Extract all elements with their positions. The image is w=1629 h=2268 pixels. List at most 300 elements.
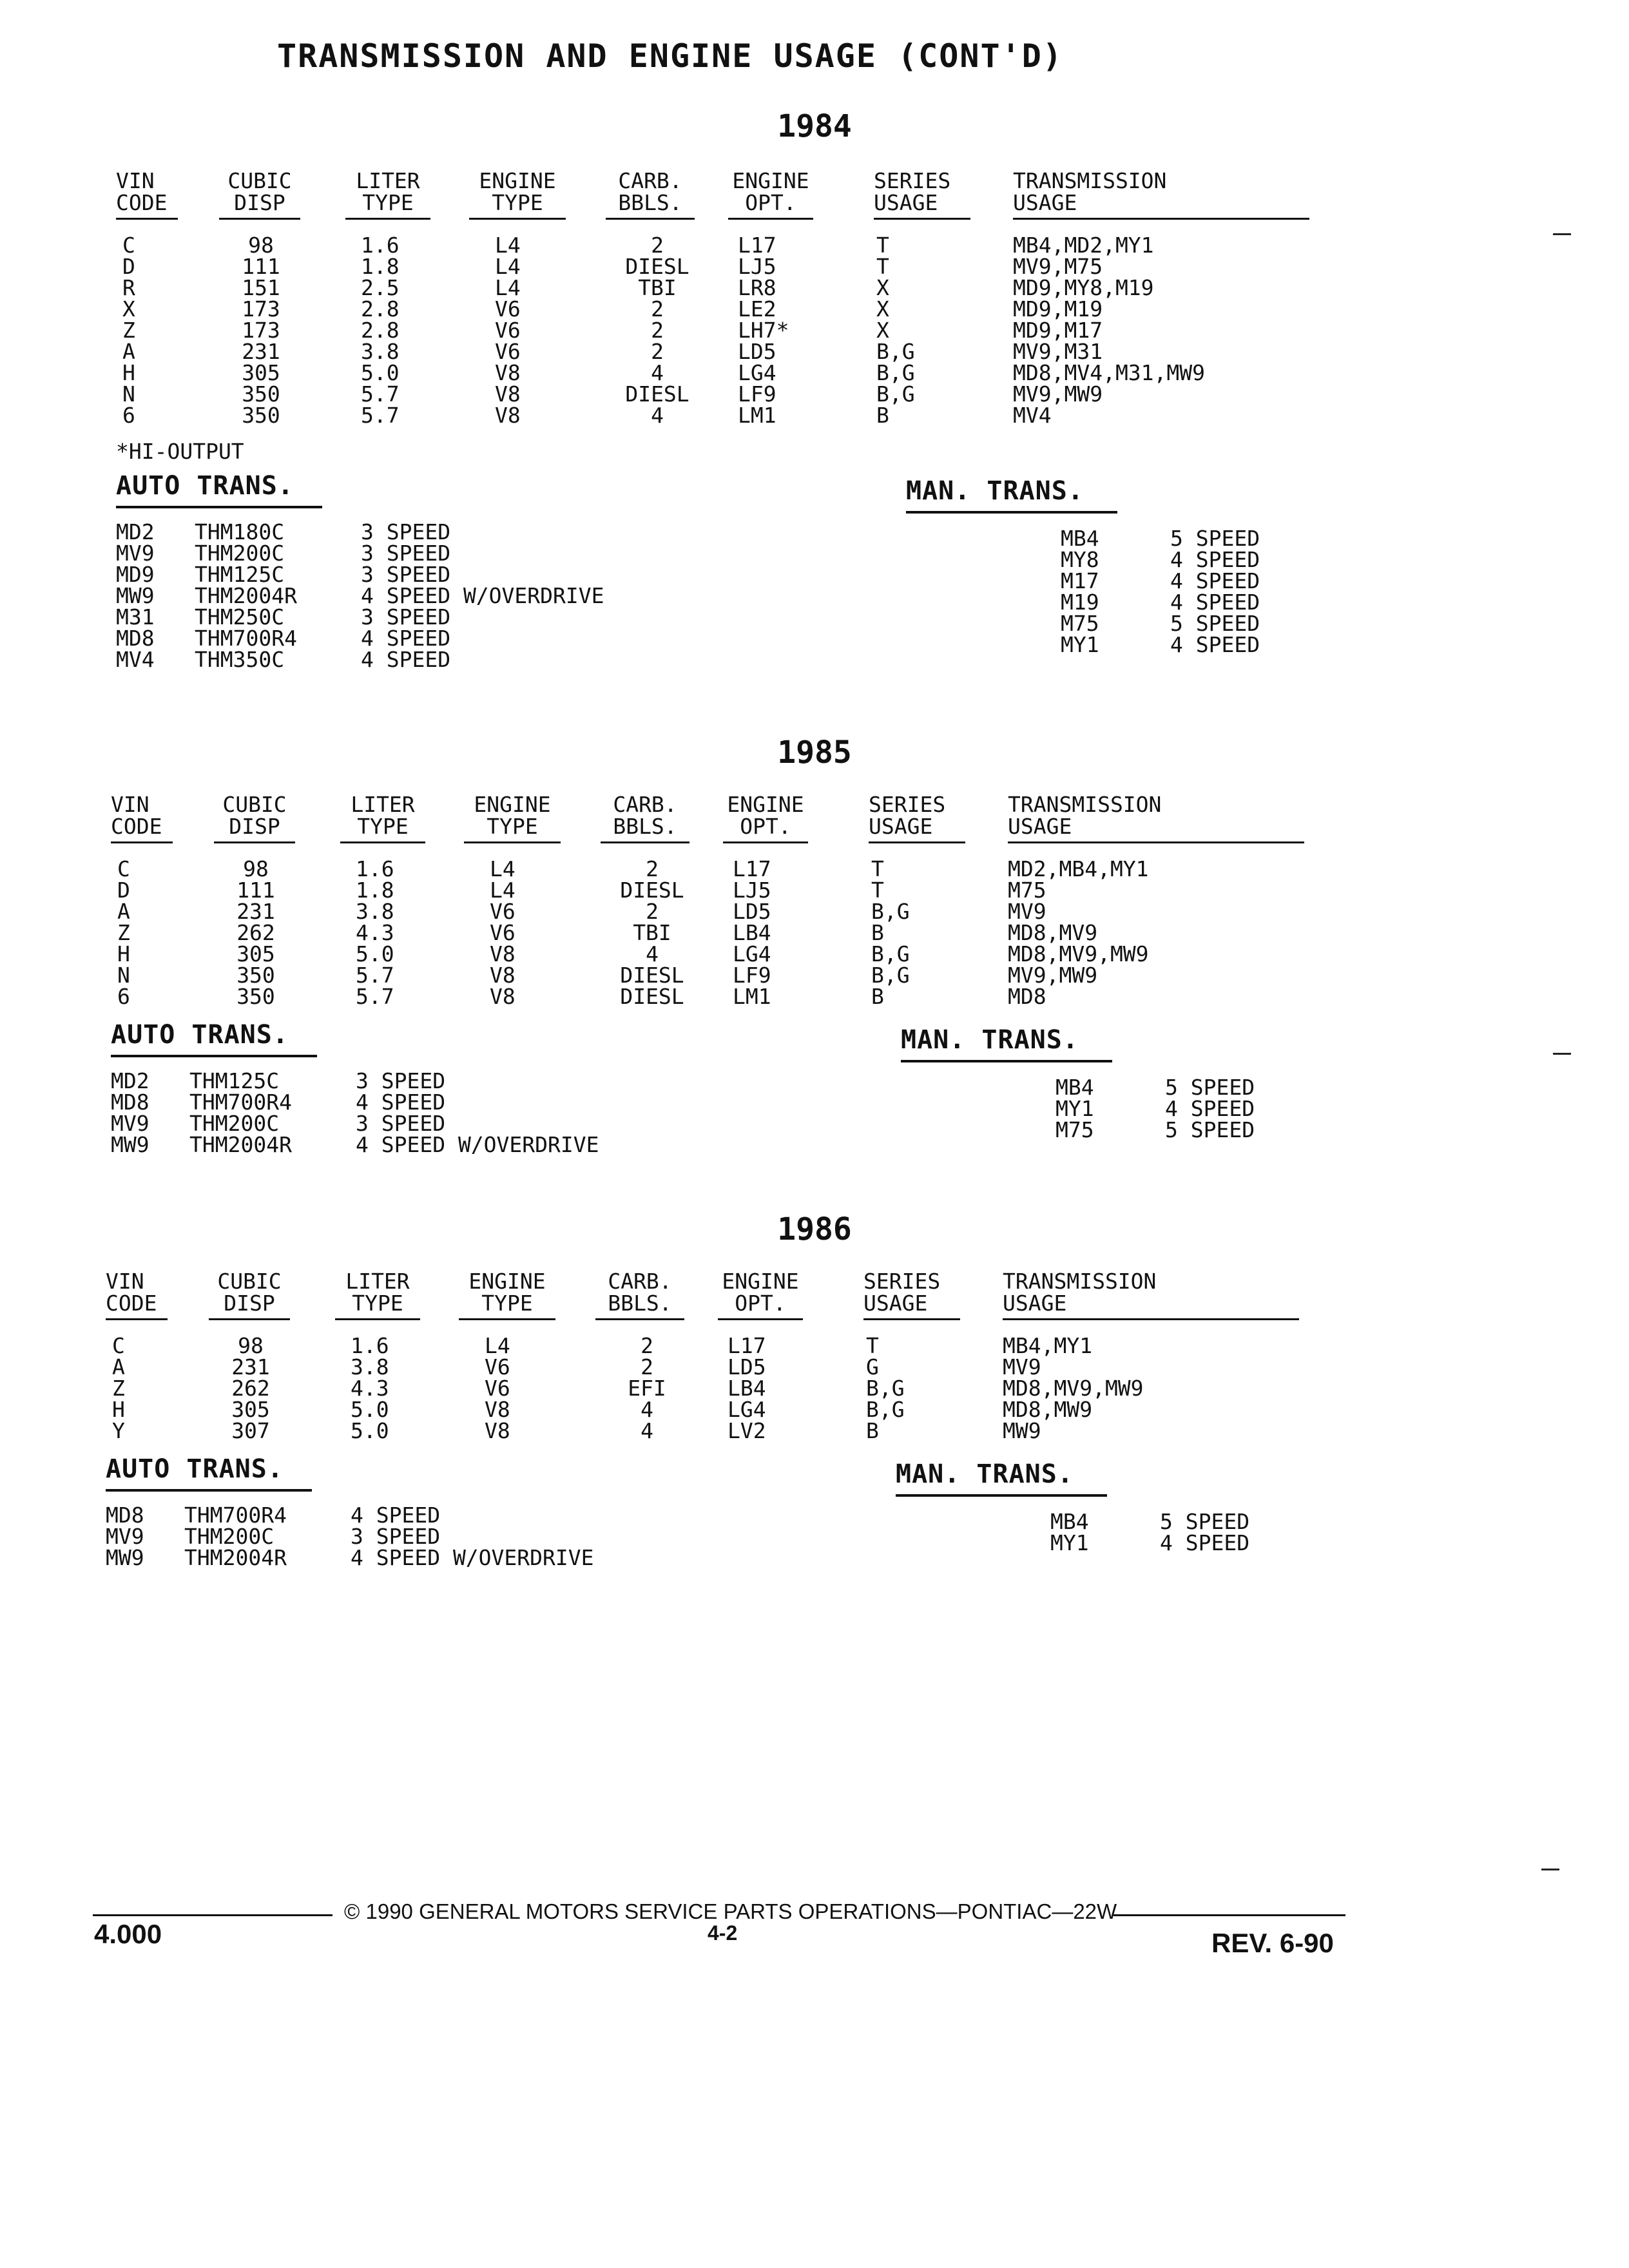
cell-series: B [866, 1418, 879, 1443]
cell-liter: 1.8 [356, 878, 394, 903]
man-trans-row [1055, 1077, 1255, 1098]
rpo-code: MY8 [1061, 547, 1099, 572]
transmission-model: THM200C [184, 1524, 275, 1549]
cell-vin: D [122, 254, 135, 279]
cell-carb: 2 [641, 1333, 653, 1358]
column-header [464, 794, 561, 843]
cell-disp: 111 [242, 254, 280, 279]
column-header-line: USAGE [874, 190, 938, 215]
cell-disp: 173 [242, 296, 280, 322]
cell-liter: 1.6 [356, 856, 394, 881]
cell-carb: 2 [651, 296, 664, 322]
column-header-line: TRANSMISSION [1008, 792, 1162, 817]
cell-disp: 305 [231, 1397, 270, 1422]
page-number: 4-2 [708, 1921, 738, 1945]
column-header [1008, 794, 1304, 843]
man-trans-row [1050, 1511, 1249, 1532]
cell-engine: V8 [490, 984, 516, 1009]
page-title: TRANSMISSION AND ENGINE USAGE (CONT'D) [277, 37, 1063, 75]
column-header [116, 170, 178, 220]
cell-series: B [871, 920, 884, 945]
rpo-code: MW9 [116, 583, 155, 608]
cell-liter: 1.6 [361, 233, 400, 258]
rpo-code: MW9 [106, 1545, 144, 1570]
auto-trans-row [116, 606, 604, 628]
auto-trans-row [116, 564, 604, 585]
column-header [723, 794, 808, 843]
column-disp [214, 858, 298, 1007]
cell-trans: MV9 [1008, 899, 1046, 924]
man-trans-row [1055, 1119, 1255, 1140]
cell-carb: 4 [651, 360, 664, 385]
column-header-line: CODE [111, 814, 162, 839]
cell-disp: 111 [236, 878, 275, 903]
column-header [469, 170, 566, 220]
cell-disp: 98 [238, 1333, 264, 1358]
man-trans-row [1061, 591, 1260, 613]
auto-trans-row [116, 628, 604, 649]
column-header [874, 170, 970, 220]
column-opt [738, 235, 815, 426]
cell-disp: 307 [231, 1418, 270, 1443]
year-heading: 1984 [777, 108, 852, 144]
auto-trans-row [111, 1113, 599, 1134]
column-header-line: ENGINE [468, 1269, 546, 1294]
cell-carb: TBI [638, 275, 677, 300]
margin-mark [1541, 1869, 1559, 1870]
column-trans [1013, 235, 1335, 426]
auto-trans-list [106, 1504, 594, 1568]
year-heading: 1986 [777, 1211, 852, 1247]
column-header-line: CODE [106, 1291, 157, 1316]
cell-vin: H [112, 1397, 125, 1422]
cell-carb: EFI [628, 1376, 666, 1401]
cell-disp: 173 [242, 318, 280, 343]
cell-liter: 1.6 [351, 1333, 389, 1358]
cell-vin: C [112, 1333, 125, 1358]
column-header-line: USAGE [1013, 190, 1077, 215]
column-header-line: DISP [224, 1291, 275, 1316]
cell-trans: MD8 [1008, 984, 1046, 1009]
auto-trans-row [106, 1504, 594, 1526]
man-trans-row [1055, 1098, 1255, 1119]
cell-disp: 350 [242, 381, 280, 407]
rpo-code: MY1 [1061, 632, 1099, 657]
revision-label: REV. 6-90 [1211, 1928, 1334, 1958]
cell-series: T [871, 856, 884, 881]
man-trans-row [1061, 549, 1260, 570]
cell-series: X [876, 296, 889, 322]
column-series [866, 1335, 943, 1441]
cell-liter: 4.3 [356, 920, 394, 945]
cell-engine: V6 [495, 339, 521, 364]
cell-carb: DIESL [620, 878, 684, 903]
column-header-line: LITER [345, 1269, 410, 1294]
cell-vin: A [117, 899, 130, 924]
cell-series: G [866, 1354, 879, 1379]
column-header [718, 1271, 803, 1320]
cell-trans: MB4,MY1 [1003, 1333, 1093, 1358]
column-header-line: BBLS. [618, 190, 682, 215]
column-opt [728, 1335, 805, 1441]
cell-disp: 151 [242, 275, 280, 300]
speed-description: 3 SPEED [361, 541, 451, 566]
cell-trans: MB4,MD2,MY1 [1013, 233, 1154, 258]
cell-series: T [876, 233, 889, 258]
rpo-code: MD2 [111, 1068, 149, 1093]
cell-carb: DIESL [625, 381, 689, 407]
cell-opt: L17 [738, 233, 776, 258]
cell-trans: MW9 [1003, 1418, 1041, 1443]
cell-vin: 6 [122, 403, 135, 428]
cell-opt: LD5 [728, 1354, 766, 1379]
column-header-line: TYPE [357, 814, 409, 839]
cell-opt: LB4 [728, 1376, 766, 1401]
cell-disp: 231 [242, 339, 280, 364]
column-header-line: CARB. [613, 792, 677, 817]
cell-opt: LH7* [738, 318, 789, 343]
cell-trans: MD9,M19 [1013, 296, 1103, 322]
cell-engine: V8 [490, 963, 516, 988]
column-header-line: CUBIC [217, 1269, 282, 1294]
column-header [111, 794, 173, 843]
auto-trans-row [111, 1134, 599, 1155]
column-header [106, 1271, 168, 1320]
cell-vin: Z [117, 920, 130, 945]
rpo-code: M19 [1061, 590, 1099, 615]
cell-disp: 231 [236, 899, 275, 924]
column-liter [351, 1335, 409, 1441]
column-header-line: ENGINE [727, 792, 804, 817]
auto-trans-row [116, 521, 604, 543]
cell-vin: Z [122, 318, 135, 343]
column-header [869, 794, 965, 843]
footer-rule-right [1113, 1914, 1345, 1916]
column-header-line: TYPE [352, 1291, 403, 1316]
man-trans-heading: MAN. TRANS. [896, 1459, 1107, 1497]
transmission-model: THM2004R [189, 1132, 292, 1157]
transmission-model: THM200C [189, 1111, 280, 1136]
column-header-line: BBLS. [613, 814, 677, 839]
cell-trans: M75 [1008, 878, 1046, 903]
speed-description: 4 SPEED [1170, 632, 1260, 657]
cell-vin: N [122, 381, 135, 407]
cell-carb: 2 [651, 339, 664, 364]
cell-carb: 2 [646, 856, 659, 881]
cell-vin: H [122, 360, 135, 385]
column-liter [356, 858, 414, 1007]
column-series [871, 858, 949, 1007]
transmission-model: THM2004R [184, 1545, 287, 1570]
column-header-line: CARB. [608, 1269, 672, 1294]
man-trans-list [1050, 1511, 1249, 1553]
cell-engine: V6 [495, 318, 521, 343]
column-header [209, 1271, 290, 1320]
cell-series: B,G [871, 899, 910, 924]
auto-trans-row [111, 1091, 599, 1113]
cell-opt: LJ5 [733, 878, 771, 903]
column-header-line: TRANSMISSION [1003, 1269, 1157, 1294]
cell-series: B,G [866, 1397, 905, 1422]
rpo-code: MD8 [106, 1503, 144, 1528]
man-trans-list [1061, 528, 1260, 655]
cell-carb: 4 [641, 1418, 653, 1443]
column-header-line: VIN [111, 792, 149, 817]
margin-mark [1553, 1053, 1571, 1055]
cell-liter: 4.3 [351, 1376, 389, 1401]
cell-disp: 305 [236, 941, 275, 966]
cell-carb: DIESL [620, 984, 684, 1009]
column-header-line: TRANSMISSION [1013, 168, 1167, 193]
speed-description: 3 SPEED [356, 1068, 446, 1093]
cell-carb: 2 [646, 899, 659, 924]
cell-series: B,G [871, 941, 910, 966]
cell-opt: LD5 [738, 339, 776, 364]
speed-description: 3 SPEED [356, 1111, 446, 1136]
cell-vin: R [122, 275, 135, 300]
cell-liter: 5.0 [361, 360, 400, 385]
man-trans-row [1050, 1532, 1249, 1553]
column-header-line: ENGINE [479, 168, 556, 193]
cell-engine: V6 [485, 1354, 510, 1379]
column-engine [495, 235, 546, 426]
page-code: 4.000 [94, 1919, 162, 1949]
cell-trans: MD8,MV9,MW9 [1003, 1376, 1144, 1401]
cell-carb: DIESL [625, 254, 689, 279]
year-heading: 1985 [777, 735, 852, 771]
cell-opt: LR8 [738, 275, 776, 300]
rpo-code: MV4 [116, 647, 155, 672]
cell-vin: 6 [117, 984, 130, 1009]
transmission-model: THM250C [195, 604, 285, 629]
column-opt [733, 858, 810, 1007]
cell-engine: V8 [485, 1418, 510, 1443]
cell-disp: 350 [242, 403, 280, 428]
footer-rule-left [93, 1914, 333, 1916]
speed-description: 4 SPEED W/OVERDRIVE [356, 1132, 599, 1157]
cell-engine: L4 [495, 233, 521, 258]
speed-description: 4 SPEED W/OVERDRIVE [351, 1545, 594, 1570]
cell-liter: 2.5 [361, 275, 400, 300]
man-trans-row [1061, 570, 1260, 591]
column-header-line: BBLS. [608, 1291, 672, 1316]
speed-description: 5 SPEED [1170, 611, 1260, 636]
cell-carb: 2 [651, 318, 664, 343]
cell-opt: L17 [728, 1333, 766, 1358]
cell-liter: 5.7 [356, 963, 394, 988]
cell-disp: 262 [231, 1376, 270, 1401]
column-series [876, 235, 954, 426]
cell-series: B,G [866, 1376, 905, 1401]
rpo-code: MB4 [1050, 1509, 1089, 1534]
cell-vin: A [112, 1354, 125, 1379]
cell-trans: MV9,MW9 [1013, 381, 1103, 407]
rpo-code: M31 [116, 604, 155, 629]
column-header [345, 170, 430, 220]
speed-description: 4 SPEED [1160, 1530, 1250, 1555]
rpo-code: MV9 [111, 1111, 149, 1136]
rpo-code: MB4 [1055, 1075, 1094, 1100]
cell-trans: MD9,MY8,M19 [1013, 275, 1154, 300]
column-header [459, 1271, 555, 1320]
speed-description: 5 SPEED [1160, 1509, 1250, 1534]
cell-liter: 5.0 [351, 1418, 389, 1443]
man-trans-heading: MAN. TRANS. [906, 476, 1117, 514]
cell-engine: V8 [485, 1397, 510, 1422]
man-trans-row [1061, 613, 1260, 634]
cell-engine: V6 [490, 899, 516, 924]
cell-disp: 305 [242, 360, 280, 385]
cell-vin: Y [112, 1418, 125, 1443]
cell-opt: LF9 [733, 963, 771, 988]
man-trans-heading: MAN. TRANS. [901, 1025, 1112, 1062]
column-header [219, 170, 300, 220]
auto-trans-row [106, 1547, 594, 1568]
cell-trans: MV9,M75 [1013, 254, 1103, 279]
cell-engine: V8 [495, 381, 521, 407]
cell-trans: MV4 [1013, 403, 1052, 428]
auto-trans-row [116, 649, 604, 670]
cell-disp: 262 [236, 920, 275, 945]
cell-vin: X [122, 296, 135, 322]
column-header-line: TYPE [362, 190, 414, 215]
auto-trans-list [116, 521, 604, 670]
speed-description: 4 SPEED [1170, 547, 1260, 572]
column-trans [1008, 858, 1330, 1007]
cell-trans: MV9 [1003, 1354, 1041, 1379]
transmission-model: THM700R4 [189, 1090, 292, 1115]
rpo-code: M75 [1055, 1117, 1094, 1142]
cell-vin: A [122, 339, 135, 364]
transmission-model: THM700R4 [184, 1503, 287, 1528]
cell-opt: LF9 [738, 381, 776, 407]
auto-trans-heading: AUTO TRANS. [116, 471, 322, 508]
cell-liter: 2.8 [361, 318, 400, 343]
column-header [728, 170, 813, 220]
cell-engine: L4 [490, 878, 516, 903]
transmission-model: THM2004R [195, 583, 297, 608]
cell-liter: 5.0 [351, 1397, 389, 1422]
column-vin [122, 235, 168, 426]
column-vin [117, 858, 162, 1007]
column-header [595, 1271, 684, 1320]
cell-carb: 4 [641, 1397, 653, 1422]
column-header-line: CUBIC [227, 168, 292, 193]
cell-series: B,G [871, 963, 910, 988]
cell-liter: 3.8 [351, 1354, 389, 1379]
cell-opt: LJ5 [738, 254, 776, 279]
rpo-code: MD9 [116, 562, 155, 587]
column-header-line: CUBIC [222, 792, 287, 817]
cell-liter: 5.7 [361, 403, 400, 428]
cell-trans: MV9,M31 [1013, 339, 1103, 364]
rpo-code: M75 [1061, 611, 1099, 636]
transmission-model: THM125C [195, 562, 285, 587]
speed-description: 4 SPEED [1170, 568, 1260, 593]
copyright-notice: © 1990 GENERAL MOTORS SERVICE PARTS OPERATIONS—PONTIAC—22W [344, 1899, 1117, 1923]
speed-description: 3 SPEED [361, 562, 451, 587]
man-trans-row [1061, 634, 1260, 655]
speed-description: 3 SPEED [361, 604, 451, 629]
speed-description: 4 SPEED [1170, 590, 1260, 615]
cell-series: B [876, 403, 889, 428]
speed-description: 4 SPEED [361, 647, 451, 672]
speed-description: 4 SPEED W/OVERDRIVE [361, 583, 604, 608]
column-header-line: LITER [351, 792, 415, 817]
column-header [1003, 1271, 1299, 1320]
rpo-code: MW9 [111, 1132, 149, 1157]
rpo-code: MD8 [116, 626, 155, 651]
speed-description: 5 SPEED [1165, 1075, 1255, 1100]
cell-carb: 2 [651, 233, 664, 258]
speed-description: 4 SPEED [1165, 1096, 1255, 1121]
cell-series: X [876, 275, 889, 300]
man-trans-row [1061, 528, 1260, 549]
column-header-line: SERIES [863, 1269, 941, 1294]
footnote: *HI-OUTPUT [116, 439, 244, 464]
cell-opt: LB4 [733, 920, 771, 945]
speed-description: 4 SPEED [356, 1090, 446, 1115]
transmission-model: THM200C [195, 541, 285, 566]
speed-description: 3 SPEED [351, 1524, 441, 1549]
cell-carb: TBI [633, 920, 671, 945]
column-disp [209, 1335, 293, 1441]
auto-trans-list [111, 1070, 599, 1155]
cell-series: T [876, 254, 889, 279]
cell-vin: C [117, 856, 130, 881]
cell-engine: V6 [490, 920, 516, 945]
cell-opt: LD5 [733, 899, 771, 924]
cell-engine: V8 [490, 941, 516, 966]
column-header-line: CARB. [618, 168, 682, 193]
speed-description: 4 SPEED [361, 626, 451, 651]
cell-engine: V6 [495, 296, 521, 322]
column-header-line: LITER [356, 168, 420, 193]
speed-description: 4 SPEED [351, 1503, 441, 1528]
column-header-line: USAGE [863, 1291, 928, 1316]
column-header [1013, 170, 1309, 220]
column-header-line: VIN [106, 1269, 144, 1294]
cell-liter: 3.8 [356, 899, 394, 924]
column-header [606, 170, 695, 220]
column-header-line: DISP [229, 814, 280, 839]
cell-trans: MV9,MW9 [1008, 963, 1098, 988]
column-header [335, 1271, 420, 1320]
cell-opt: LE2 [738, 296, 776, 322]
rpo-code: MD2 [116, 519, 155, 544]
cell-series: B,G [876, 360, 915, 385]
column-vin [112, 1335, 157, 1441]
column-header-line: OPT. [745, 190, 796, 215]
cell-disp: 98 [248, 233, 274, 258]
cell-engine: V8 [495, 403, 521, 428]
cell-opt: LV2 [728, 1418, 766, 1443]
column-header-line: CODE [116, 190, 168, 215]
column-header [214, 794, 295, 843]
column-header-line: TYPE [481, 1291, 533, 1316]
column-header-line: TYPE [492, 190, 543, 215]
auto-trans-row [116, 585, 604, 606]
speed-description: 3 SPEED [361, 519, 451, 544]
cell-liter: 1.8 [361, 254, 400, 279]
cell-vin: C [122, 233, 135, 258]
column-carb [597, 858, 707, 1007]
cell-trans: MD8,MV4,M31,MW9 [1013, 360, 1206, 385]
cell-liter: 5.0 [356, 941, 394, 966]
column-liter [361, 235, 419, 426]
cell-series: B [871, 984, 884, 1009]
cell-series: B,G [876, 381, 915, 407]
